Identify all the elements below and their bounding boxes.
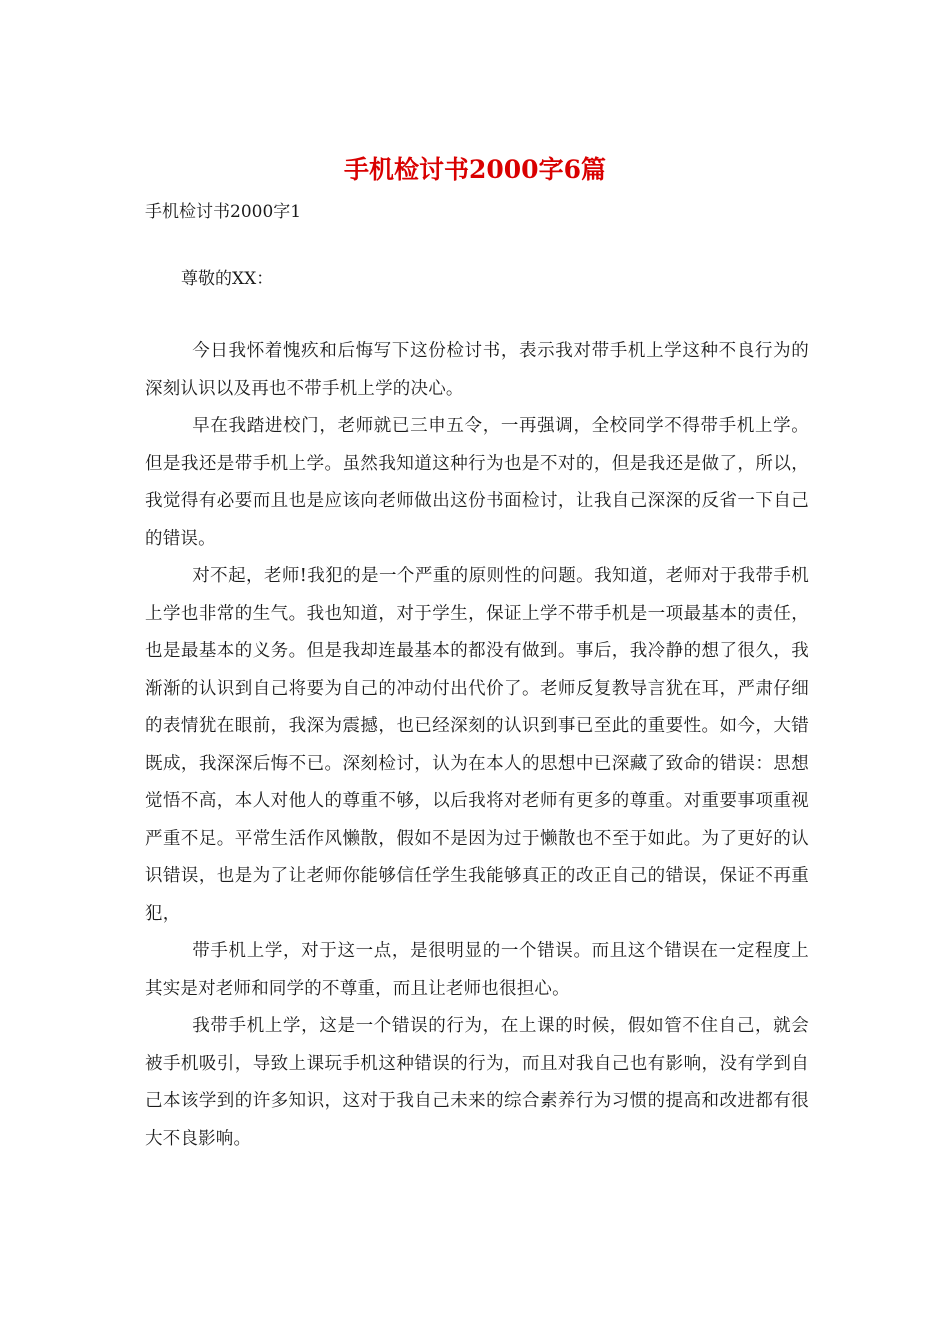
paragraph: 我带手机上学，这是一个错误的行为，在上课的时候，假如管不住自己，就会被手机吸引，导致上课玩手机这种错误的行为，而且对我自己也有影响，没有学到自己本该学到的许多知识，这对于我自己未来的综合素养行为习惯的提高和改进都有很大不良影响。 xyxy=(145,1016,809,1149)
document-title: 手机检讨书2000字6篇 xyxy=(344,155,606,184)
paragraph: 今日我怀着愧疚和后悔写下这份检讨书，表示我对带手机上学这种不良行为的深刻认识以及再也不带手机上学的决心。 xyxy=(145,341,809,399)
paragraph: 对不起，老师!我犯的是一个严重的原则性的问题。我知道，老师对于我带手机上学也非常的生气。我也知道，对于学生，保证上学不带手机是一项最基本的责任，也是最基本的义务。但是我却连最基本的都没有做到。事后，我冷静的想了很久，我渐渐的认识到自己将要为自己的冲动付出代价了。老师反复教导言犹在耳，严肃仔细的表情犹在眼前，我深为震撼，也已经深刻的认识到事已至此的重要性。如今，大错既成，我深深后悔不已。深刻检讨，认为在本人的思想中已深藏了致命的错误：思想觉悟不高，本人对他人的尊重不够，以后我将对老师有更多的尊重。对重要事项重视严重不足。平常生活作风懒散，假如不是因为过于懒散也不至于如此。为了更好的认识错误，也是为了让老师你能够信任学生我能够真正的改正自己的错误，保证不再重犯， xyxy=(145,566,809,924)
paragraph: 早在我踏进校门，老师就已三申五令，一再强调，全校同学不得带手机上学。但是我还是带手机上学。虽然我知道这种行为也是不对的，但是我还是做了，所以，我觉得有必要而且也是应该向老师做出这份书面检讨，让我自己深深的反省一下自己的错误。 xyxy=(145,416,809,549)
letter-body xyxy=(145,333,809,1158)
paragraph: 带手机上学，对于这一点，是很明显的一个错误。而且这个错误在一定程度上其实是对老师和同学的不尊重，而且让老师也很担心。 xyxy=(145,941,809,999)
section-heading: 手机检讨书2000字1 xyxy=(145,202,302,222)
salutation: 尊敬的XX： xyxy=(181,269,274,289)
